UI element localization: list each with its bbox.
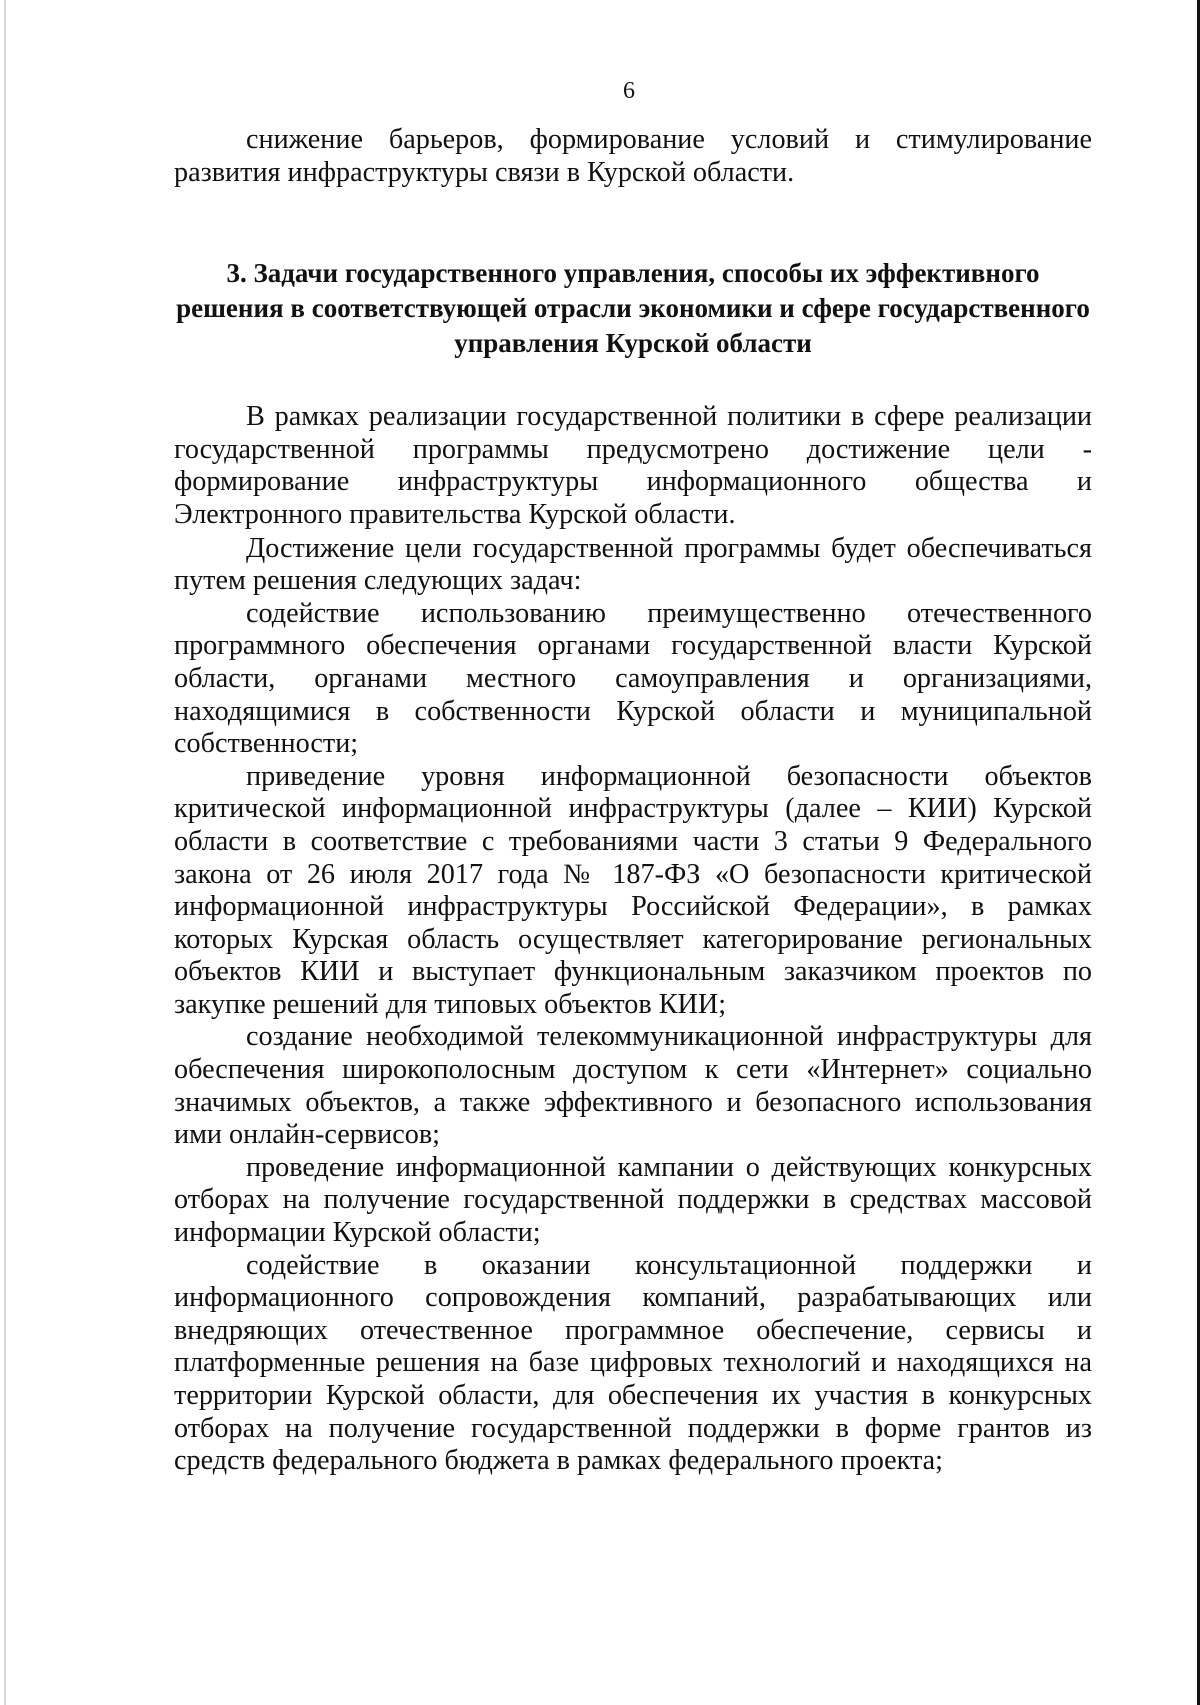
section-title: 3. Задачи государственного управления, способы их эффективного решения в соответствующей отрасли экономики и сфере государственного управления Курской области bbox=[176, 258, 1090, 359]
paragraph-policy-goal: В рамках реализации государственной политики в сфере реализации государственной программы предусмотрено достижение цели - формирование инфраструктуры информационного общества и Электронного правительства Курской области. bbox=[174, 401, 1092, 530]
task-information-campaign: проведение информационной кампании о действующих конкурсных отборах на получение государственной поддержки в средствах массовой информации Курской области; bbox=[174, 1151, 1092, 1249]
document-body bbox=[174, 124, 1092, 1478]
opening-paragraph: снижение барьеров, формирование условий и стимулирование развития инфраструктуры связи в Курской области. bbox=[174, 124, 1092, 188]
task-telecommunication-infrastructure: создание необходимой телекоммуникационной инфраструктуры для обеспечения широкополосным доступом к сети «Интернет» социально значимых объектов, а также эффективного и безопасного использования ими онлайн-сервисов; bbox=[174, 1021, 1092, 1151]
task-domestic-software: содействие использованию преимущественно отечественного программного обеспечения органами государственной власти Курской области, органами местного самоуправления и организациями, находящимися в собственности Курской области и муниципальной собственности; bbox=[174, 597, 1092, 760]
task-critical-infrastructure: приведение уровня информационной безопасности объектов критической информационной инфраструктуры (далее – КИИ) Курской области в соответствие с требованиями части 3 статьи 9 Федерального закона от 26 июля 2017 года № 187-ФЗ «О безопасности критической информационной инфраструктуры Российской Федерации», в рамках которых Курская область осуществляет категорирование региональных объектов КИИ и выступает функциональным заказчиком проектов по закупке решений для типовых объектов КИИ; bbox=[174, 760, 1092, 1020]
page-number: 6 bbox=[623, 78, 635, 104]
paragraph-goal-tasks: Достижение цели государственной программы будет обеспечиваться путем решения следующих задач: bbox=[174, 532, 1092, 597]
task-consulting-support: содействие в оказании консультационной поддержки и информационного сопровождения компаний, разрабатывающих или внедряющих отечественное программное обеспечение, сервисы и платформенные решения на базе цифровых технологий и находящихся на территории Курской области, для обеспечения их участия в конкурсных отборах на получение государственной поддержки в форме грантов из средств федерального бюджета в рамках федерального проекта; bbox=[174, 1249, 1092, 1477]
left-scan-edge bbox=[4, 0, 6, 1705]
